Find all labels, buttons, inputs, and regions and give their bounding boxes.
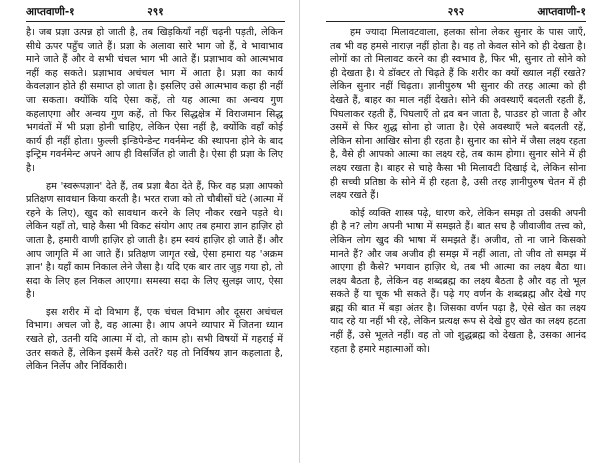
book-title: आप्तवाणी-१ (537, 6, 586, 18)
page-header (326, 5, 586, 21)
book-title: आप्तवाणी-१ (26, 6, 75, 18)
page-header (26, 5, 285, 21)
paragraph: कोई व्यक्ति शास्त्र पढ़े, धारण करे, लेकिन समझ तो उसकी अपनी ही है न? लोग अपनी भाषा में समझते हैं। बात सच है जीवाजीव तत्त्व को, लेकिन लोग खुद की भाषा में समझते हैं। अजीव, तो ना जाने किसको मानते हैं? और जब अजीव ही समझ में नहीं आता, तो जीव तो समझ में आएगा ही कैसे? भगवान हाज़िर थे, तब भी आत्मा का लक्ष्य बैठा था। लक्ष्य बैठता है, लेकिन वह शब्दब्रह्म का लक्ष्य बैठता है और वह तो भूल सकते हैं या चूक भी सकते हैं। पढ़े गए वर्णन के शब्दब्रह्म और देखे गए ब्रह्म की बात में बड़ा अंतर है। जिसका वर्णन पढ़ा है, ऐसे खेत का लक्ष्य याद रहे या नहीं भी रहे, लेकिन प्रत्यक्ष रूप से देखे हुए खेत का लक्ष्य हटता नहीं हैं, उसे भूलते नहीं। वह तो जो शुद्धब्रह्म को देखता है, उसका आनंद रहता है हमारे महात्माओं को। (330, 207, 586, 355)
paragraph: हम 'स्वरूपज्ञान' देते हैं, तब प्रज्ञा बैठा देते हैं, फिर वह प्रज्ञा आपको प्रतिक्षण सावधान किया करती है। भरत राजा को तो चौबीसों घंटे (आत्मा में रहने के लिए), खुद को सावधान करने के लिए नौकर रखने पड़ते थे। लेकिन यहाँ तो, चाहे कैसा भी विकट संयोग आए तब हमारा ज्ञान हाज़िर हो जाता है, हमारी वाणी हाज़िर हो जाती है। हम स्वयं हाज़िर हो जाते हैं। और आप जागृति में आ जाते हैं। प्रतिक्षण जागृत रखे, ऐसा हमारा यह 'अक्रम ज्ञान' है। यहाँ काम निकाल लेने जैसा है। यदि एक बार तार जुड़ गया हो, तो सदा के लिए हल निकल आएगा। समस्या सदा के लिए सुलझ जाए, ऐसा है। (26, 180, 283, 301)
paragraph: है। जब प्रज्ञा उत्पन्न हो जाती है, तब खिड़कियाँ नहीं चढ़नी पड़ती, लेकिन सीधे ऊपर पहुँच जाते हैं। प्रज्ञा के अलावा सारे भाग जो हैं, वे भावाभाव माने जाते हैं और वे सभी चंचल भाग भी आते हैं। प्रज्ञाभाव को आत्मभाव नहीं कह सकते। प्रज्ञाभाव अचंचल भाग में आता है। प्रज्ञा का कार्य केवलज्ञान होते ही समाप्त हो जाता है। इसलिए उसे आत्मभाव कहा ही नहीं जा सकता। क्योंकि यदि ऐसा कहें, तो यह आत्मा का अन्वय गुण कहलाएगा और अन्वय गुण कहें, तो फिर सिद्धक्षेत्र में विराजमान सिद्ध भगवंतों में भी प्रज्ञा होनी चाहिए, लेकिन ऐसा नहीं है, क्योंकि वहाँ कोई कार्य ही नहीं होता। फुल्ली इन्डिपेन्डेन्ट गवर्नमेन्ट की स्थापना होने के बाद इन्ट्रिम गवर्नमेन्ट अपने आप ही विसर्जित हो जाती है। ऐसा ही प्रज्ञा के लिए है। (26, 27, 283, 174)
paragraph: इस शरीर में दो विभाग हैं, एक चंचल विभाग और दूसरा अचंचल विभाग। अचल जो है, वह आत्मा है। आप अपने व्यापार में जितना ध्यान रखते हो, उतनी यदि आत्मा में दो, तो काम हो। सभी विषयों में गहराई में उतर सकते हैं, लेकिन इसमें कैसे उतरें? यह तो निर्विषय ज्ञान कहलाता है, लेकिन निर्लेप और निर्विकारी। (26, 306, 283, 373)
page-body (330, 26, 586, 356)
right-page (300, 0, 600, 463)
header-rule (26, 21, 285, 22)
page-number: २९२ (447, 6, 465, 18)
paragraph: हम ज्यादा मिलावटवाला, हलका सोना लेकर सुनार के पास जाएँ, तब भी वह हमसे नाराज़ नहीं होता है। वह तो केवल सोने को ही देखता है। लोगों का तो मिलावट करने का ही स्वभाव है, फिर भी, सुनार तो सोने को ही देखता है। ये डॉक्टर तो चिढ़ते हैं कि शरीर का क्यों ख्याल नहीं रखते? लेकिन सुनार नहीं चिढ़ता। ज्ञानीपुरुष भी सुनार की तरह आत्मा को ही देखते हैं, बाहर का माल नहीं देखते। सोने की अवस्थाएँ बदलती रहती हैं, पिघलाकर रहती हैं, पिघलाएँ तो द्रव बन जाता है, पाउडर हो जाता है और उसमें से फिर शुद्ध सोना हो जाता है। ऐसे अवस्थाएँ भले बदलती रहें, लेकिन सोना आखिर सोना ही रहता है। सुनार का सोने में जैसा लक्ष्य रहता है, वैसे ही आपको आत्मा का लक्ष्य रहे, तब काम होगा। सुनार सोने में ही लक्ष्य रखता है। बाहर से चाहे कैसा भी मिलावटी दिखाई दे, लेकिन सोना ही सच्ची प्रतिष्ठा के सोने में ही रहता है, उसी तरह ज्ञानीपुरुष चेतन में ही लक्ष्य रखते हैं। (330, 27, 586, 202)
page-number: २९१ (147, 6, 164, 18)
page-body (26, 26, 283, 374)
header-rule (326, 21, 586, 22)
